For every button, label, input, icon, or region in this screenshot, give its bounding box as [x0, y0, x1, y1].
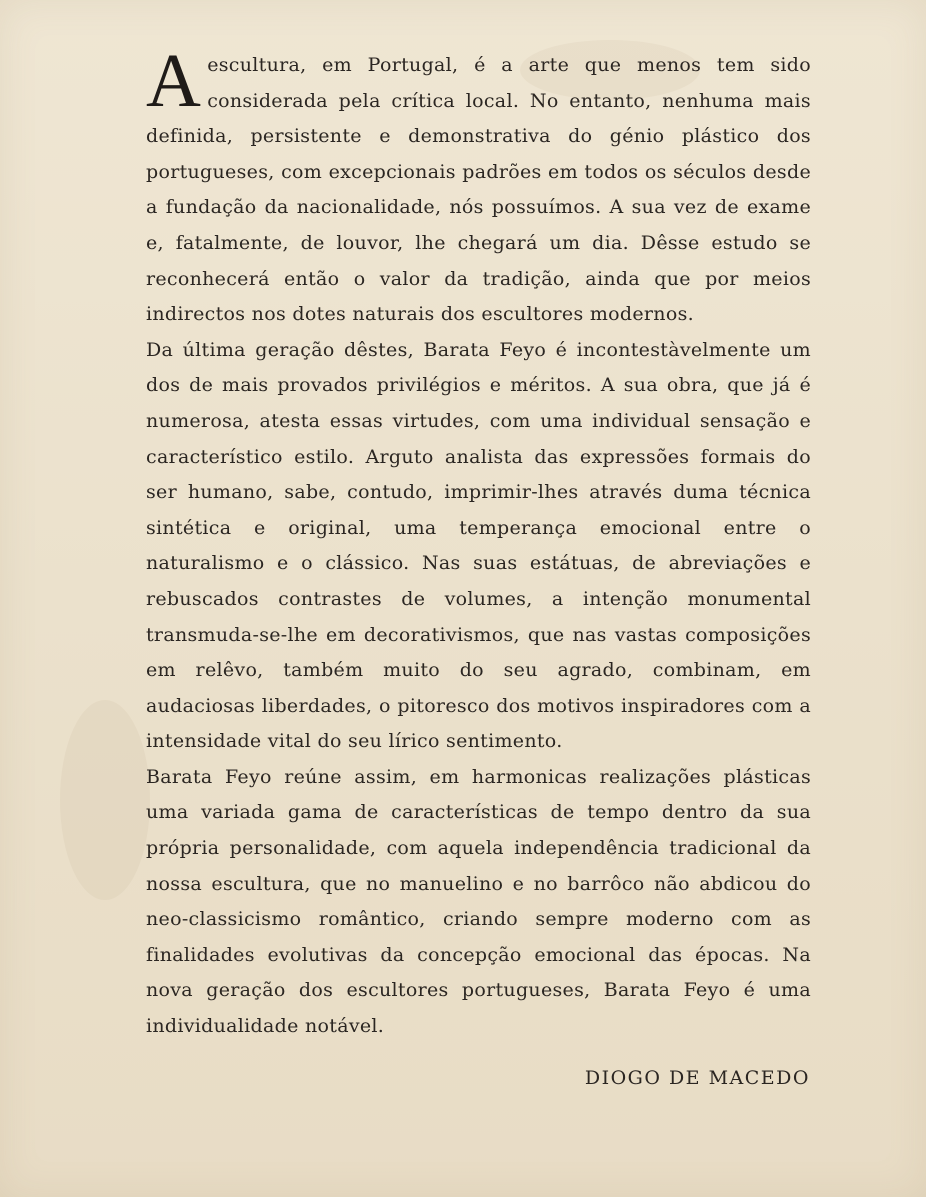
- paragraph-3: Barata Feyo reúne assim, em harmonicas realizações plásticas uma variada gama de características de tempo dentro da sua própria personalidade, com aquela independência tradicional da nossa escultura, que no manuelino e no barrôco não abdicou do neo-classicismo romântico, criando sempre moderno com as finalidades evolutivas da concepção emocional das épocas. Na nova geração dos escultores portugueses, Barata Feyo é uma individualidade notável.: [146, 765, 811, 1038]
- paragraph-1: [146, 39, 811, 333]
- article-body: [146, 39, 811, 1045]
- drop-cap: A: [146, 39, 202, 123]
- paper-stain: [60, 700, 150, 900]
- paragraph-1-text: escultura, em Portugal, é a arte que menos tem sido considerada pela crítica local. No entanto, nenhuma mais definida, persistente e demonstrativa do génio plástico dos portugueses, com excepcionais padrões em todos os séculos desde a fundação da nacionalidade, nós possuímos. A sua vez de exame e, fatalmente, de louvor, lhe chegará um dia. Dêsse estudo se reconhecerá então o valor da tradição, ainda que por meios indirectos nos dotes naturais dos escultores modernos.: [146, 54, 811, 326]
- author-signature: DIOGO DE MACEDO: [584, 1067, 810, 1089]
- paragraph-2: Da última geração dêstes, Barata Feyo é incontestàvelmente um dos de mais provados privilégios e méritos. A sua obra, que já é numerosa, atesta essas virtudes, com uma individual sensação e característico estilo. Arguto analista das expressões formais do ser humano, sabe, contudo, imprimir-lhes através duma técnica sintética e original, uma temperança emocional entre o naturalismo e o clássico. Nas suas estátuas, de abreviações e rebuscados contrastes de volumes, a intenção monumental transmuda-se-lhe em decorativismos, que nas vastas composições em relêvo, também muito do seu agrado, combinam, em audaciosas liberdades, o pitoresco dos motivos inspiradores com a intensidade vital do seu lírico sentimento.: [146, 338, 811, 753]
